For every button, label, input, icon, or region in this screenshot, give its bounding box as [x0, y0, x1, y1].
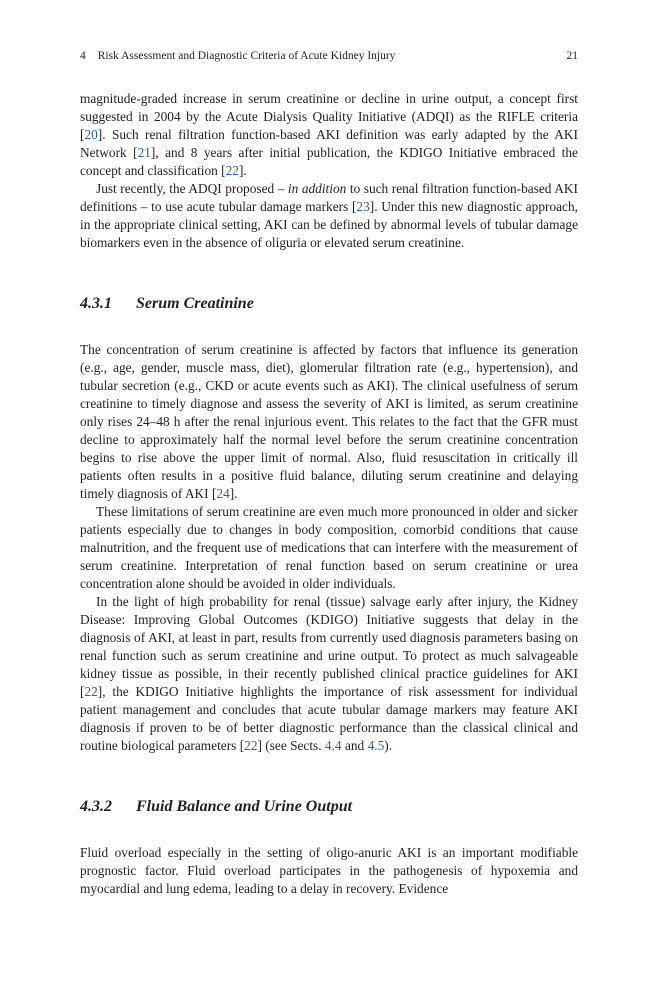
text-run: ], and 8 years after initial publication, the KDIGO Initiative embraced the concept and classification [ [80, 145, 578, 178]
section-number: 4.3.2 [80, 798, 112, 815]
text-run: The concentration of serum creatinine is affected by factors that influence its generation (e.g., age, gender, muscle mass, diet), glomerular filtration rate (e.g., hypertension), and tubular secretion (e.g., CKD or acute events such as AKI). The clinical usefulness of serum creatinine to timely diagnose and assess the severity of AKI is limited, as serum creatinine only rises 24–48 h after the renal injurious event. This relates to the fact that the GFR must decline to approximately half the normal level before the serum creatinine concentration begins to rise above the upper limit of normal. Also, fluid resuscitation in critically ill patients often results in a positive fluid balance, diluting serum creatinine and delaying timely diagnosis of AKI [ [80, 342, 578, 501]
text-run: ]. Such renal filtration function-based AKI definition was early adapted by the AKI Network [ [80, 127, 578, 160]
citation-link[interactable]: 22 [225, 163, 239, 178]
paragraph-4 [80, 503, 578, 593]
citation-link[interactable]: 24 [216, 486, 230, 501]
paragraph-5 [80, 593, 578, 755]
text-run: ]. [238, 163, 247, 178]
text-run: ], the KDIGO Initiative highlights the importance of risk assessment for individual patient management and concludes that acute tubular damage markers may feature AKI diagnosis if proven to be of better diagnostic performance than the classical clinical and routine biological parameters [ [80, 684, 578, 753]
text-run: These limitations of serum creatinine are even much more pronounced in older and sicker patients especially due to changes in body composition, comorbid conditions that cause malnutrition, and the frequent use of medications that can interfere with the measurement of serum creatinine. Interpretation of renal function based on serum creatinine or urea concentration alone should be avoided in older individuals. [80, 504, 578, 591]
citation-link[interactable]: 23 [356, 199, 370, 214]
text-run: to such renal filtration function-based AKI definitions – to use acute tubular damage markers [ [80, 181, 578, 214]
chapter-number: 4 [80, 50, 86, 62]
chapter-heading [80, 50, 395, 68]
paragraph-2 [80, 180, 578, 252]
section-heading-4-3-2 [80, 797, 578, 817]
text-run: ] (see Sects. [257, 738, 325, 753]
citation-link[interactable]: 20 [84, 127, 98, 142]
page-body [80, 90, 578, 898]
text-run: Just recently, the ADQI proposed – [96, 181, 288, 196]
section-number: 4.3.1 [80, 295, 112, 312]
text-run: Fluid overload especially in the setting of oligo-anuric AKI is an important modifiable prognostic factor. Fluid overload participates in the pathogenesis of hypoxemia and myocardial and lung edema, leading to a delay in recovery. Evidence [80, 845, 578, 896]
paragraph-3 [80, 341, 578, 503]
text-run: and [341, 738, 368, 753]
text-run: ]. Under this new diagnostic approach, in the appropriate clinical setting, AKI can be defined by abnormal levels of tubular damage biomarkers even in the absence of oliguria or elevated serum creatinine. [80, 199, 578, 250]
section-title: Serum Creatinine [136, 295, 254, 312]
chapter-title: Risk Assessment and Diagnostic Criteria of Acute Kidney Injury [97, 50, 396, 62]
paragraph-1 [80, 90, 578, 180]
citation-link[interactable]: 22 [244, 738, 258, 753]
section-heading-4-3-1 [80, 294, 578, 314]
citation-link[interactable]: 22 [84, 684, 98, 699]
section-title: Fluid Balance and Urine Output [136, 798, 353, 815]
text-run: In the light of high probability for renal (tissue) salvage early after injury, the Kidney Disease: Improving Global Outcomes (KDIGO) Initiative suggests that delay in the diagnosis of AKI, at least in part, results from currently used diagnosis parameters basing on renal function such as serum creatinine and urine output. To protect as much salvageable kidney tissue as possible, in their recently published clinical practice guidelines for AKI [ [80, 594, 578, 699]
text-run: ]. [229, 486, 238, 501]
section-link[interactable]: 4.4 [324, 738, 342, 753]
section-link[interactable]: 4.5 [367, 738, 385, 753]
text-run: magnitude-graded increase in serum creatinine or decline in urine output, a concept first suggested in 2004 by the Acute Dialysis Quality Initiative (ADQI) as the RIFLE criteria [ [80, 91, 578, 142]
text-run: ). [384, 738, 393, 753]
running-head [80, 50, 578, 68]
page-number: 21 [566, 50, 578, 62]
citation-link[interactable]: 21 [137, 145, 151, 160]
paragraph-6 [80, 844, 578, 898]
emphasis: in addition [287, 181, 347, 196]
